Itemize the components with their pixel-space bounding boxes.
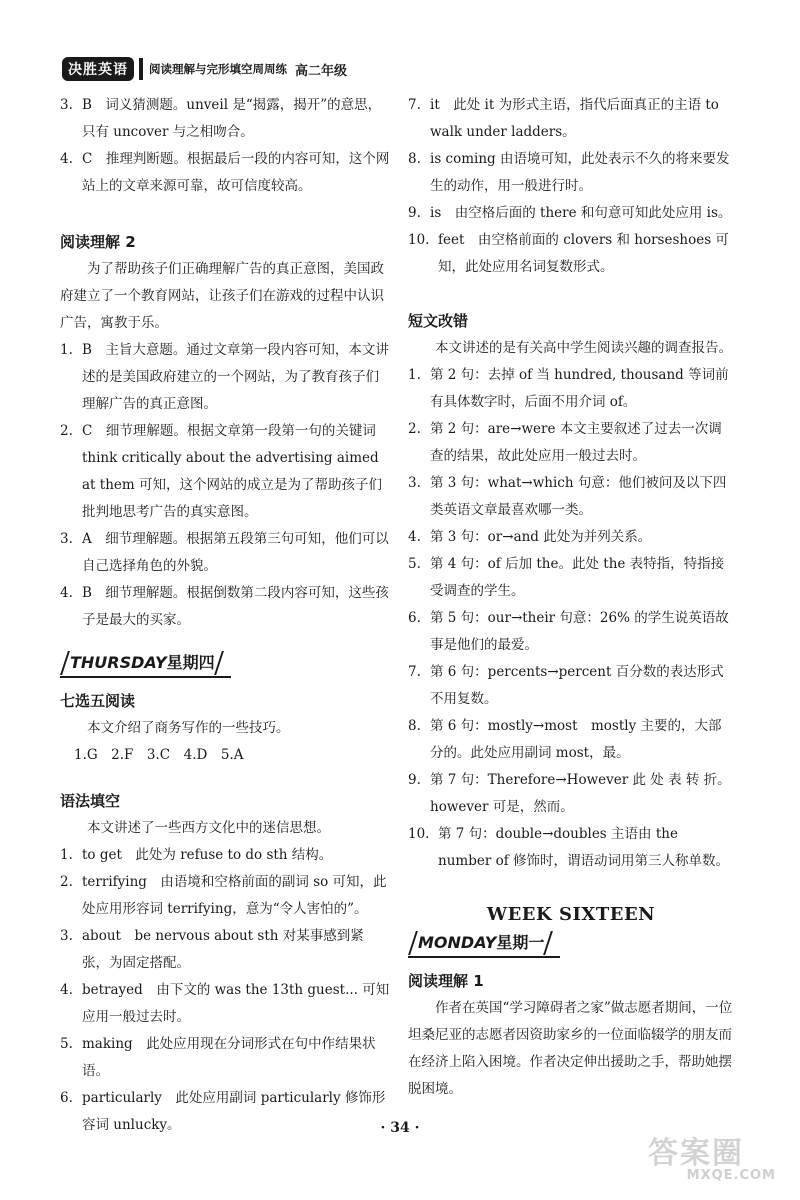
brand-logo: 决胜英语 xyxy=(62,57,134,81)
watermark-url: MXQE.COM xyxy=(686,1168,776,1183)
page-header xyxy=(62,56,347,82)
day-label-en: THURSDAY xyxy=(70,652,167,672)
answer-item: 2. 第 2 句：are→were 本文主要叙述了过去一次调查的结果，故此处应用一般过去时。 xyxy=(408,421,722,464)
section-intro: 作者在英国“学习障碍者之家”做志愿者期间，一位坦桑尼亚的志愿者因资助家乡的一位面临辍学的朋友而在经济上陷入困境。作者决定伸出援助之手，帮助她摆脱困境。 xyxy=(408,1000,733,1097)
answer-item: 2. C 细节理解题。根据文章第一段第一句的关键词 think critically about the advertising aimed at them 可知，这个网站的成立是为了帮助孩子们批判地思考广告的真实意图。 xyxy=(60,423,382,520)
answer-item: 6. 第 5 句：our→their 句意：26% 的学生说英语故事是他们的最爱。 xyxy=(408,610,729,653)
watermark-logo xyxy=(648,1128,778,1192)
left-column xyxy=(60,92,390,1139)
section-title-correction: 短文改错 xyxy=(408,312,469,330)
section-title-seven-five: 七选五阅读 xyxy=(60,692,136,710)
header-subtitle: 阅读理解与完形填空周周练 xyxy=(149,62,287,76)
answer-item: 4. betrayed 由下文的 was the 13th guest... 可知应用一般过去时。 xyxy=(60,982,390,1025)
answer-item: 4. C 推理判断题。根据最后一段的内容可知，这个网站上的文章来源可靠，故可信度较高。 xyxy=(60,151,390,194)
answer-item: 9. 第 7 句：Therefore→However 此 处 表 转 折。however 可是，然而。 xyxy=(408,772,731,815)
answer-item: 7. 第 6 句：percents→percent 百分数的表达形式不用复数。 xyxy=(408,664,724,707)
answer-item: 1. to get 此处为 refuse to do sth 结构。 xyxy=(60,847,333,863)
answer-item: 8. is coming 由语境可知，此处表示不久的将来要发生的动作，用一般进行时。 xyxy=(408,151,730,194)
banner-slash-icon xyxy=(544,927,554,957)
page-number: · 34 · xyxy=(380,1120,420,1136)
answer-item: 3. B 词义猜测题。unveil 是“揭露，揭开”的意思，只有 uncover 与之相吻合。 xyxy=(60,97,382,140)
answer-item: 3. A 细节理解题。根据第五段第三句可知，他们可以自己选择角色的外貌。 xyxy=(60,531,389,574)
watermark-text: 答案圈 xyxy=(648,1136,744,1171)
answer-item: 6. particularly 此处应用副词 particularly 修饰形容词 unlucky。 xyxy=(60,1090,386,1133)
answer-key-row: 1.G 2.F 3.C 4.D 5.A xyxy=(74,747,244,763)
day-banner-thursday xyxy=(60,648,231,678)
section-title-grammar: 语法填空 xyxy=(60,792,121,810)
header-divider xyxy=(139,58,143,80)
section-title-reading1: 阅读理解 1 xyxy=(408,972,484,990)
answer-item: 1. 第 2 句：去掉 of 当 hundred, thousand 等词前有具体数字时，后面不用介词 of。 xyxy=(408,367,729,410)
banner-slash-icon xyxy=(408,927,418,957)
answer-item: 4. 第 3 句：or→and 此处为并列关系。 xyxy=(408,529,652,545)
answer-item: 3. about be nervous about sth 对某事感到紧张，为固定搭配。 xyxy=(60,928,364,971)
answer-item: 9. is 由空格后面的 there 和句意可知此处应用 is。 xyxy=(408,205,732,221)
answer-item: 2. terrifying 由语境和空格前面的副词 so 可知，此处应用形容词 terrifying，意为“令人害怕的”。 xyxy=(60,874,387,917)
banner-slash-icon xyxy=(215,647,225,677)
banner-slash-icon xyxy=(60,647,70,677)
day-label-cn: 星期四 xyxy=(166,652,215,672)
answer-item: 5. 第 4 句：of 后加 the。此处 the 表特指，特指接受调查的学生。 xyxy=(408,556,725,599)
answer-item: 5. making 此处应用现在分词形式在句中作结果状语。 xyxy=(60,1036,376,1079)
header-grade: 高二年级 xyxy=(295,63,348,79)
answer-item: 4. B 细节理解题。根据倒数第二段内容可知，这些孩子是最大的买家。 xyxy=(60,585,389,628)
answer-item: 10. 第 7 句：double→doubles 主语由 the number of 修饰时，谓语动词用第三人称单数。 xyxy=(408,826,729,869)
answer-item: 8. 第 6 句：mostly→most mostly 主要的，大部分的。此处应用副词 most，最。 xyxy=(408,718,722,761)
day-banner-monday xyxy=(408,928,560,958)
section-title-reading2: 阅读理解 2 xyxy=(60,233,136,251)
section-intro: 本文讲述的是有关高中学生阅读兴趣的调查报告。 xyxy=(435,340,732,356)
week-title: WEEK SIXTEEN xyxy=(486,904,656,925)
answer-item: 3. 第 3 句：what→which 句意：他们被问及以下四类英语文章最喜欢哪一类。 xyxy=(408,475,727,518)
right-column xyxy=(408,92,734,1103)
answer-item: 1. B 主旨大意题。通过文章第一段内容可知，本文讲述的是美国政府建立的一个网站，为了教育孩子们理解广告的真正意图。 xyxy=(60,342,389,412)
answer-item: 10. feet 由空格前面的 clovers 和 horseshoes 可知，此处应用名词复数形式。 xyxy=(408,232,729,275)
section-intro: 本文介绍了商务写作的一些技巧。 xyxy=(87,720,290,736)
day-label-cn: 星期一 xyxy=(496,932,545,952)
day-label-en: MONDAY xyxy=(418,932,497,952)
section-intro: 本文讲述了一些西方文化中的迷信思想。 xyxy=(87,820,330,836)
section-intro: 为了帮助孩子们正确理解广告的真正意图，美国政府建立了一个教育网站，让孩子们在游戏的过程中认识广告，寓教于乐。 xyxy=(60,261,384,331)
answer-item: 7. it 此处 it 为形式主语，指代后面真正的主语 to walk under ladders。 xyxy=(408,97,719,140)
